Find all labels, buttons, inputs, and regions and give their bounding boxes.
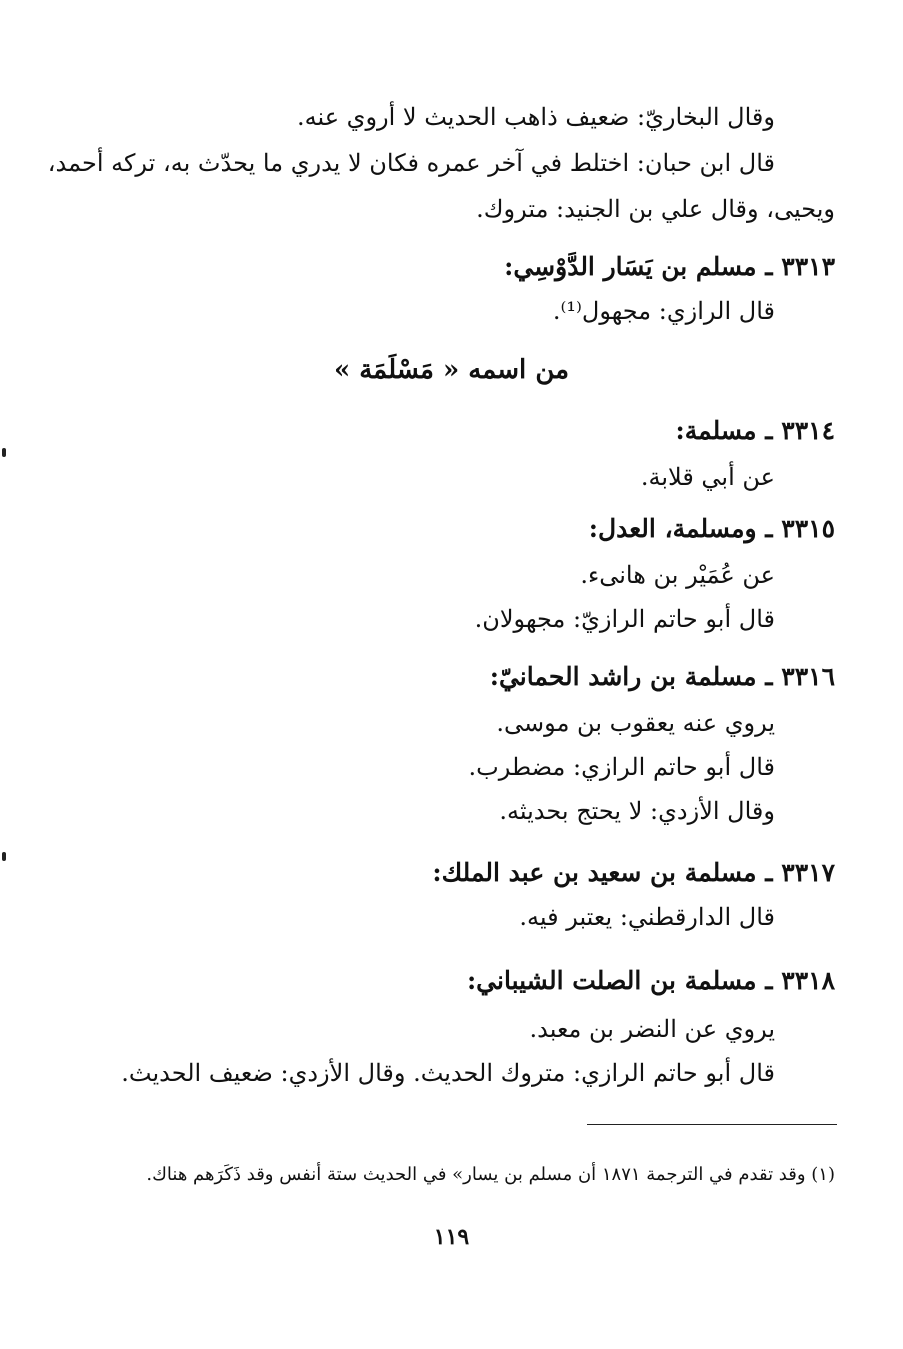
text-line: قال ابن حبان: اختلط في آخر عمره فكان لا يدري ما يحدّث به، تركه أحمد، (47, 149, 775, 177)
entry-text: قال أبو حاتم الرازي: مضطرب. (468, 753, 775, 781)
entry-text: يروي عنه يعقوب بن موسى. (496, 709, 775, 737)
entry-heading: ٣٣١٤ ـ مسلمة: (675, 416, 835, 445)
entry-text: قال الدارقطني: يعتبر فيه. (519, 903, 775, 931)
entry-text: يروي عن النضر بن معبد. (529, 1015, 775, 1043)
entry-heading: ٣٣١٨ ـ مسلمة بن الصلت الشيباني: (466, 966, 835, 995)
entry-heading: ٣٣١٧ ـ مسلمة بن سعيد بن عبد الملك: (432, 858, 835, 887)
footnote-separator (587, 1124, 837, 1125)
margin-mark (2, 448, 6, 457)
text-line: وقال البخاريّ: ضعيف ذاهب الحديث لا أروي عنه. (296, 103, 775, 131)
entry-text: قال أبو حاتم الرازيّ: مجهولان. (474, 605, 775, 633)
entry-heading: ٣٣١٥ ـ ومسلمة، العدل: (588, 514, 835, 543)
section-title: من اسمه « مَسْلَمَة » (333, 355, 570, 385)
entry-text: عن أبي قلابة. (640, 463, 775, 491)
text-line: ويحيى، وقال علي بن الجنيد: متروك. (476, 195, 835, 223)
entry-heading: ٣٣١٣ ـ مسلم بن يَسَار الدَّوْسِي: (504, 252, 835, 281)
footnote: (١) وقد تقدم في الترجمة ١٨٧١ أن مسلم بن يسار» في الحديث ستة أنفس وقد ذَكَرَهم هناك. (146, 1164, 835, 1185)
entry-heading: ٣٣١٦ ـ مسلمة بن راشد الحمانيّ: (489, 662, 835, 691)
margin-mark (2, 852, 6, 861)
entry-text: وقال الأزدي: لا يحتج بحديثه. (499, 797, 775, 825)
entry-text: عن عُمَيْر بن هانىء. (580, 561, 775, 589)
entry-text: قال أبو حاتم الرازي: متروك الحديث. وقال الأزدي: ضعيف الحديث. (121, 1059, 775, 1087)
page-number: ١١٩ (433, 1224, 470, 1250)
entry-text: قال الرازي: مجهول⁽¹⁾. (552, 297, 775, 325)
